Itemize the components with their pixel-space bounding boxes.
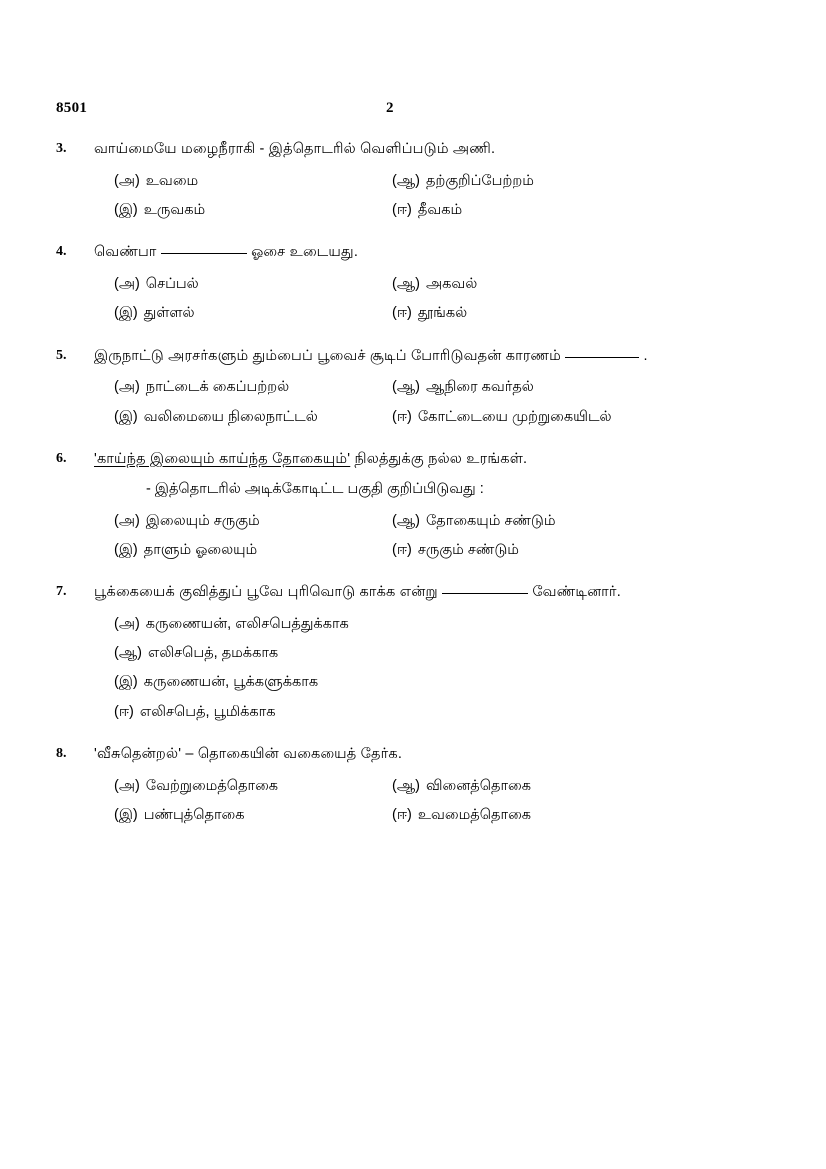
option-a[interactable] <box>114 377 392 397</box>
option-key: (இ) <box>114 202 138 219</box>
question-item <box>56 139 766 220</box>
question-subline: - இத்தொடரில் அடிக்கோடிட்ட பகுதி குறிப்பிடுவது : <box>146 480 484 497</box>
option-label: வினைத்தொகை <box>426 777 532 794</box>
option-c[interactable] <box>114 805 392 825</box>
question-stem-text: பூக்கையைக் குவித்துப் பூவே புரிவொடு காக்க என்று <box>94 584 438 601</box>
option-list <box>94 274 766 324</box>
option-label: வேற்றுமைத்தொகை <box>145 777 279 794</box>
option-a[interactable] <box>114 776 392 796</box>
option-key: (அ) <box>114 512 140 529</box>
question-number: 4. <box>56 244 67 260</box>
question-stem <box>94 139 766 161</box>
option-list <box>94 776 766 826</box>
question-item <box>56 346 766 427</box>
option-key: (ஆ) <box>392 379 420 396</box>
fill-blank <box>442 593 528 594</box>
option-d[interactable] <box>392 407 612 427</box>
option-row <box>114 377 766 397</box>
question-item <box>56 582 766 722</box>
option-row <box>114 200 766 220</box>
option-b[interactable] <box>114 643 278 663</box>
question-body <box>94 744 766 825</box>
option-row <box>114 805 766 825</box>
option-key: (ஈ) <box>392 202 412 219</box>
question-number: 7. <box>56 584 67 600</box>
question-item <box>56 242 766 323</box>
option-key: (அ) <box>114 172 140 189</box>
option-c[interactable] <box>114 200 392 220</box>
option-row <box>114 540 766 560</box>
question-stem <box>94 582 766 604</box>
option-label: தற்குறிப்பேற்றம் <box>426 172 534 189</box>
option-list <box>94 511 766 561</box>
question-stem <box>94 346 766 368</box>
option-row <box>114 511 766 531</box>
page-header <box>56 100 766 117</box>
fill-blank <box>565 357 639 358</box>
option-b[interactable] <box>392 274 477 294</box>
option-c[interactable] <box>114 540 392 560</box>
option-row <box>114 171 766 191</box>
option-key: (இ) <box>114 674 138 691</box>
option-label: ஆநிரை கவர்தல் <box>426 379 534 396</box>
question-stem-text-end: நிலத்துக்கு நல்ல உரங்கள். <box>354 451 528 468</box>
option-key: (ஆ) <box>392 276 420 293</box>
option-label: கருணையன், எலிசபெத்துக்காக <box>145 615 349 632</box>
option-label: தோகையும் சண்டும் <box>426 512 556 529</box>
option-b[interactable] <box>392 776 531 796</box>
question-stem-text-end: . <box>643 347 648 364</box>
option-a[interactable] <box>114 274 392 294</box>
option-a[interactable] <box>114 171 392 191</box>
option-label: தூங்கல் <box>417 305 468 322</box>
option-key: (ஆ) <box>392 512 420 529</box>
option-c[interactable] <box>114 672 318 692</box>
option-key: (இ) <box>114 541 138 558</box>
option-row <box>114 614 766 634</box>
option-b[interactable] <box>392 171 534 191</box>
option-b[interactable] <box>392 511 556 531</box>
option-label: உருவகம் <box>143 202 206 219</box>
question-stem-text-end: ஓசை உடையது. <box>251 244 359 261</box>
question-stem <box>94 744 766 766</box>
option-label: அகவல் <box>426 276 478 293</box>
question-stem-text: வெண்பா <box>94 244 157 261</box>
option-row <box>114 407 766 427</box>
option-label: உவமைத்தொகை <box>417 807 532 824</box>
option-c[interactable] <box>114 303 392 323</box>
option-c[interactable] <box>114 407 392 427</box>
option-label: தீவகம் <box>417 202 463 219</box>
option-row <box>114 672 766 692</box>
option-a[interactable] <box>114 511 392 531</box>
question-item <box>56 744 766 825</box>
option-key: (ஈ) <box>392 408 412 425</box>
question-number: 5. <box>56 347 67 363</box>
question-stem-underlined: 'காய்ந்த இலையும் காய்ந்த தோகையும்' <box>94 451 351 468</box>
question-body <box>94 139 766 220</box>
option-label: பண்புத்தொகை <box>143 807 245 824</box>
option-label: தாளும் ஓலையும் <box>143 541 258 558</box>
option-label: கோட்டையை முற்றுகையிடல் <box>417 408 612 425</box>
question-item <box>56 449 766 560</box>
option-key: (ஆ) <box>114 645 142 662</box>
question-stem-text: இருநாட்டு அரசர்களும் தும்பைப் பூவைச் சூடிப் போரிடுவதன் காரணம் <box>94 347 562 364</box>
option-key: (அ) <box>114 276 140 293</box>
option-key: (ஈ) <box>392 305 412 322</box>
option-key: (இ) <box>114 305 138 322</box>
option-b[interactable] <box>392 377 534 397</box>
option-key: (ஈ) <box>392 541 412 558</box>
option-label: சருகும் சண்டும் <box>417 541 519 558</box>
option-d[interactable] <box>392 303 467 323</box>
option-row <box>114 776 766 796</box>
option-key: (ஈ) <box>114 703 134 720</box>
question-stem <box>94 449 766 471</box>
option-key: (அ) <box>114 379 140 396</box>
question-body <box>94 346 766 427</box>
question-stem-text-end: வேண்டினார். <box>532 584 621 601</box>
option-label: செப்பல் <box>145 276 199 293</box>
option-key: (இ) <box>114 408 138 425</box>
option-row <box>114 274 766 294</box>
question-number: 8. <box>56 746 67 762</box>
option-key: (அ) <box>114 615 140 632</box>
option-d[interactable] <box>114 702 276 722</box>
option-label: நாட்டைக் கைப்பற்றல் <box>145 379 290 396</box>
question-body <box>94 582 766 722</box>
question-number: 3. <box>56 141 67 156</box>
option-key: (இ) <box>114 807 138 824</box>
option-row <box>114 303 766 323</box>
option-list <box>94 614 766 722</box>
question-stem-text: வாய்மையே மழைநீராகி - இத்தொடரில் வெளிப்படும் அணி. <box>94 141 496 157</box>
option-d[interactable] <box>392 540 519 560</box>
option-label: எலிசபெத், தமக்காக <box>148 645 279 662</box>
fill-blank <box>161 253 247 254</box>
option-label: எலிசபெத், பூமிக்காக <box>139 703 276 720</box>
question-body <box>94 242 766 323</box>
question-stem-text: 'வீசுதென்றல்' – தொகையின் வகையைத் தேர்க. <box>94 746 403 763</box>
option-list <box>94 377 766 427</box>
question-body <box>94 449 766 560</box>
option-label: கருணையன், பூக்களுக்காக <box>143 674 319 691</box>
option-label: இலையும் சருகும் <box>145 512 260 529</box>
option-row <box>114 702 766 722</box>
option-key: (ஈ) <box>392 807 412 824</box>
option-key: (ஆ) <box>392 777 420 794</box>
option-d[interactable] <box>392 805 531 825</box>
option-a[interactable] <box>114 614 349 634</box>
question-paper-code: 8501 <box>56 100 88 116</box>
question-stem <box>94 242 766 264</box>
option-d[interactable] <box>392 200 462 220</box>
option-row <box>114 643 766 663</box>
option-list <box>94 171 766 221</box>
option-label: வலிமையை நிலைநாட்டல் <box>143 408 318 425</box>
option-label: துள்ளல் <box>143 305 195 322</box>
page-number: 2 <box>386 100 394 116</box>
option-key: (அ) <box>114 777 140 794</box>
option-label: உவமை <box>145 172 199 189</box>
option-key: (ஆ) <box>392 172 420 189</box>
question-number: 6. <box>56 451 67 467</box>
